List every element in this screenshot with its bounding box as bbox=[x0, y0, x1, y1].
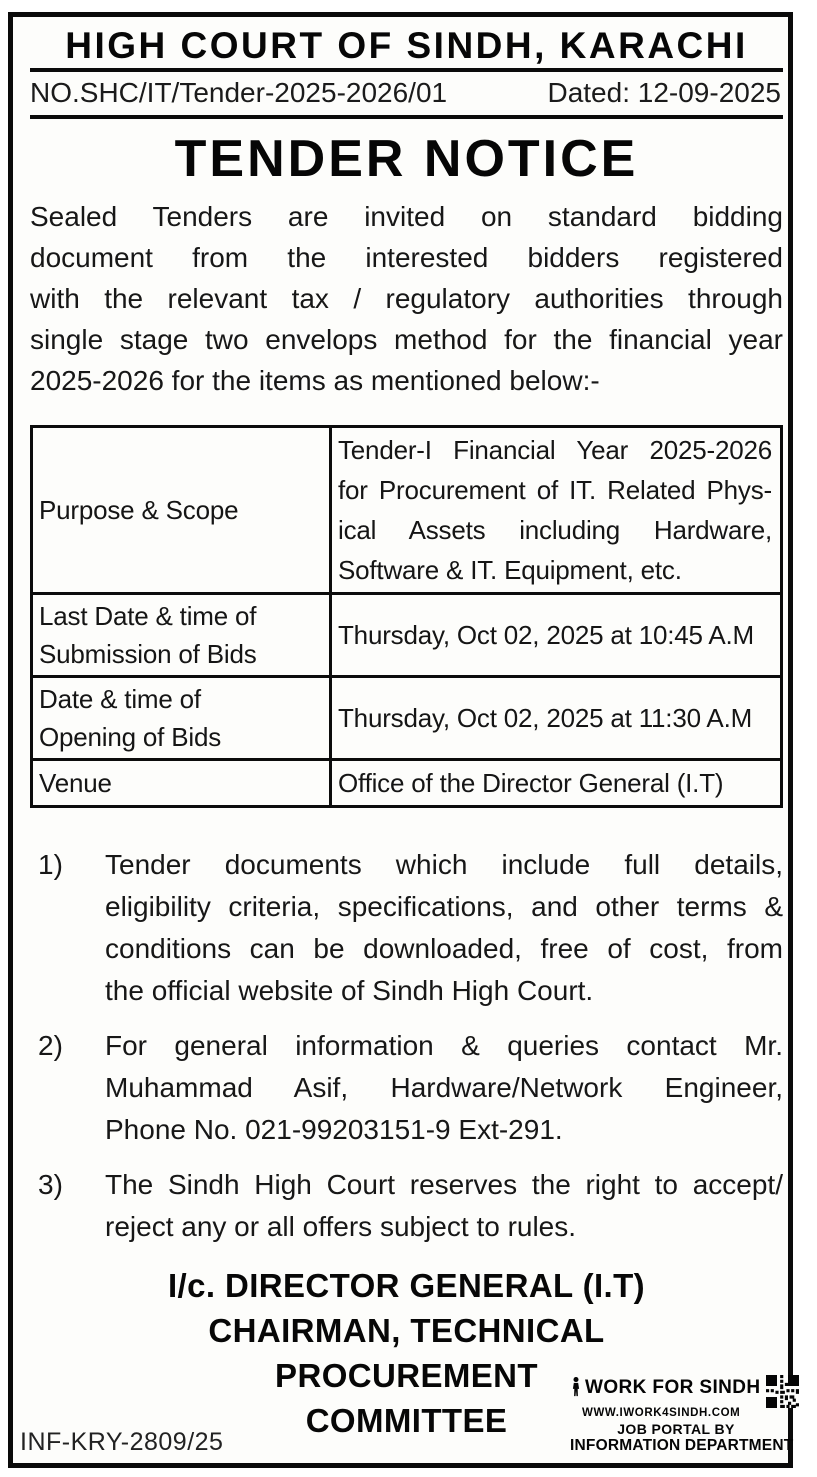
intro-line: single stage two envelops method for the financial year bbox=[30, 324, 783, 355]
row-value-line: ical Assets including Hardware, bbox=[338, 515, 772, 545]
row-label-line: Last Date & time of bbox=[39, 601, 257, 631]
intro-line: 2025-2026 for the items as mentioned below:- bbox=[30, 365, 600, 396]
intro-line: with the relevant tax / regulatory authorities through bbox=[30, 283, 783, 314]
note-number: 3) bbox=[38, 1169, 63, 1200]
note-text bbox=[105, 1025, 783, 1151]
row-label-venue: Venue bbox=[32, 760, 331, 807]
header-divider-bottom bbox=[30, 115, 783, 119]
logo-title-row bbox=[570, 1375, 782, 1408]
qr-code-icon bbox=[766, 1375, 799, 1408]
row-label-line: Opening of Bids bbox=[39, 722, 222, 752]
intro-line: Sealed Tenders are invited on standard bidding bbox=[30, 201, 783, 232]
reference-number: NO.SHC/IT/Tender-2025-2026/01 bbox=[30, 77, 448, 108]
row-label-line: Date & time of bbox=[39, 684, 201, 714]
court-name-heading: HIGH COURT OF SINDH, KARACHI bbox=[65, 25, 748, 66]
person-icon bbox=[570, 1376, 582, 1397]
note-line: The Sindh High Court reserves the right to accept/ bbox=[105, 1169, 783, 1200]
row-label-opening bbox=[32, 677, 331, 760]
notes-list bbox=[30, 844, 783, 1248]
note-number: 1) bbox=[38, 849, 63, 880]
row-label-text: Purpose & Scope bbox=[39, 495, 239, 525]
work-for-sindh-logo bbox=[570, 1375, 794, 1455]
row-value-submission: Thursday, Oct 02, 2025 at 10:45 A.M bbox=[331, 594, 782, 677]
note-number: 2) bbox=[38, 1030, 63, 1061]
inf-reference-code: INF-KRY-2809/25 bbox=[20, 1428, 224, 1456]
note-item-1 bbox=[30, 844, 783, 1012]
note-line: Phone No. 021-99203151-9 Ext-291. bbox=[105, 1114, 563, 1145]
logo-title: WORK FOR SINDH bbox=[585, 1377, 761, 1398]
row-label-purpose bbox=[32, 427, 331, 594]
logo-subtitle-1: JOB PORTAL BY bbox=[617, 1421, 735, 1437]
notice-sheet bbox=[8, 12, 793, 1468]
reference-row bbox=[30, 72, 783, 115]
signature-line: COMMITTEE bbox=[305, 1402, 508, 1439]
table-row-opening bbox=[32, 677, 782, 760]
logo-subtitle-2: INFORMATION DEPARTMENT bbox=[570, 1437, 794, 1454]
signature-line: PROCUREMENT bbox=[275, 1357, 538, 1394]
note-text bbox=[105, 1164, 783, 1248]
dated-label: Dated: 12-09-2025 bbox=[547, 77, 781, 108]
logo-website: WWW.IWORK4SINDH.COM bbox=[582, 1407, 741, 1419]
notice-title: TENDER NOTICE bbox=[174, 130, 639, 188]
table-row-submission bbox=[32, 594, 782, 677]
tender-details-table bbox=[30, 425, 783, 808]
intro-line: document from the interested bidders registered bbox=[30, 242, 783, 273]
note-line: Muhammad Asif, Hardware/Network Engineer, bbox=[105, 1072, 783, 1103]
note-item-2 bbox=[30, 1025, 783, 1151]
note-item-3 bbox=[30, 1164, 783, 1248]
signature-line: CHAIRMAN, TECHNICAL bbox=[208, 1312, 605, 1349]
row-label-line: Submission of Bids bbox=[39, 639, 257, 669]
note-text bbox=[105, 844, 783, 1012]
note-line: Tender documents which include full details, bbox=[105, 849, 783, 880]
note-line: eligibility criteria, specifications, and other terms & bbox=[105, 891, 783, 922]
signature-line: I/c. DIRECTOR GENERAL (I.T) bbox=[167, 1267, 646, 1304]
notice-content bbox=[13, 24, 788, 1443]
row-value-line: Tender-I Financial Year 2025-2026 bbox=[338, 435, 772, 465]
row-value-line: for Procurement of IT. Related Phys- bbox=[338, 475, 772, 505]
note-line: For general information & queries contact Mr. bbox=[105, 1030, 783, 1061]
row-value-purpose bbox=[331, 427, 782, 594]
row-value-line: Software & IT. Equipment, etc. bbox=[338, 555, 682, 585]
note-line: reject any or all offers subject to rules. bbox=[105, 1211, 577, 1242]
row-value-opening: Thursday, Oct 02, 2025 at 11:30 A.M bbox=[331, 677, 782, 760]
row-label-submission bbox=[32, 594, 331, 677]
note-line: the official website of Sindh High Court. bbox=[105, 975, 594, 1006]
note-line: conditions can be downloaded, free of cost, from bbox=[105, 933, 783, 964]
table-row-purpose bbox=[32, 427, 782, 594]
row-value-venue: Office of the Director General (I.T) bbox=[331, 760, 782, 807]
intro-paragraph bbox=[30, 196, 783, 401]
table-row-venue bbox=[32, 760, 782, 807]
